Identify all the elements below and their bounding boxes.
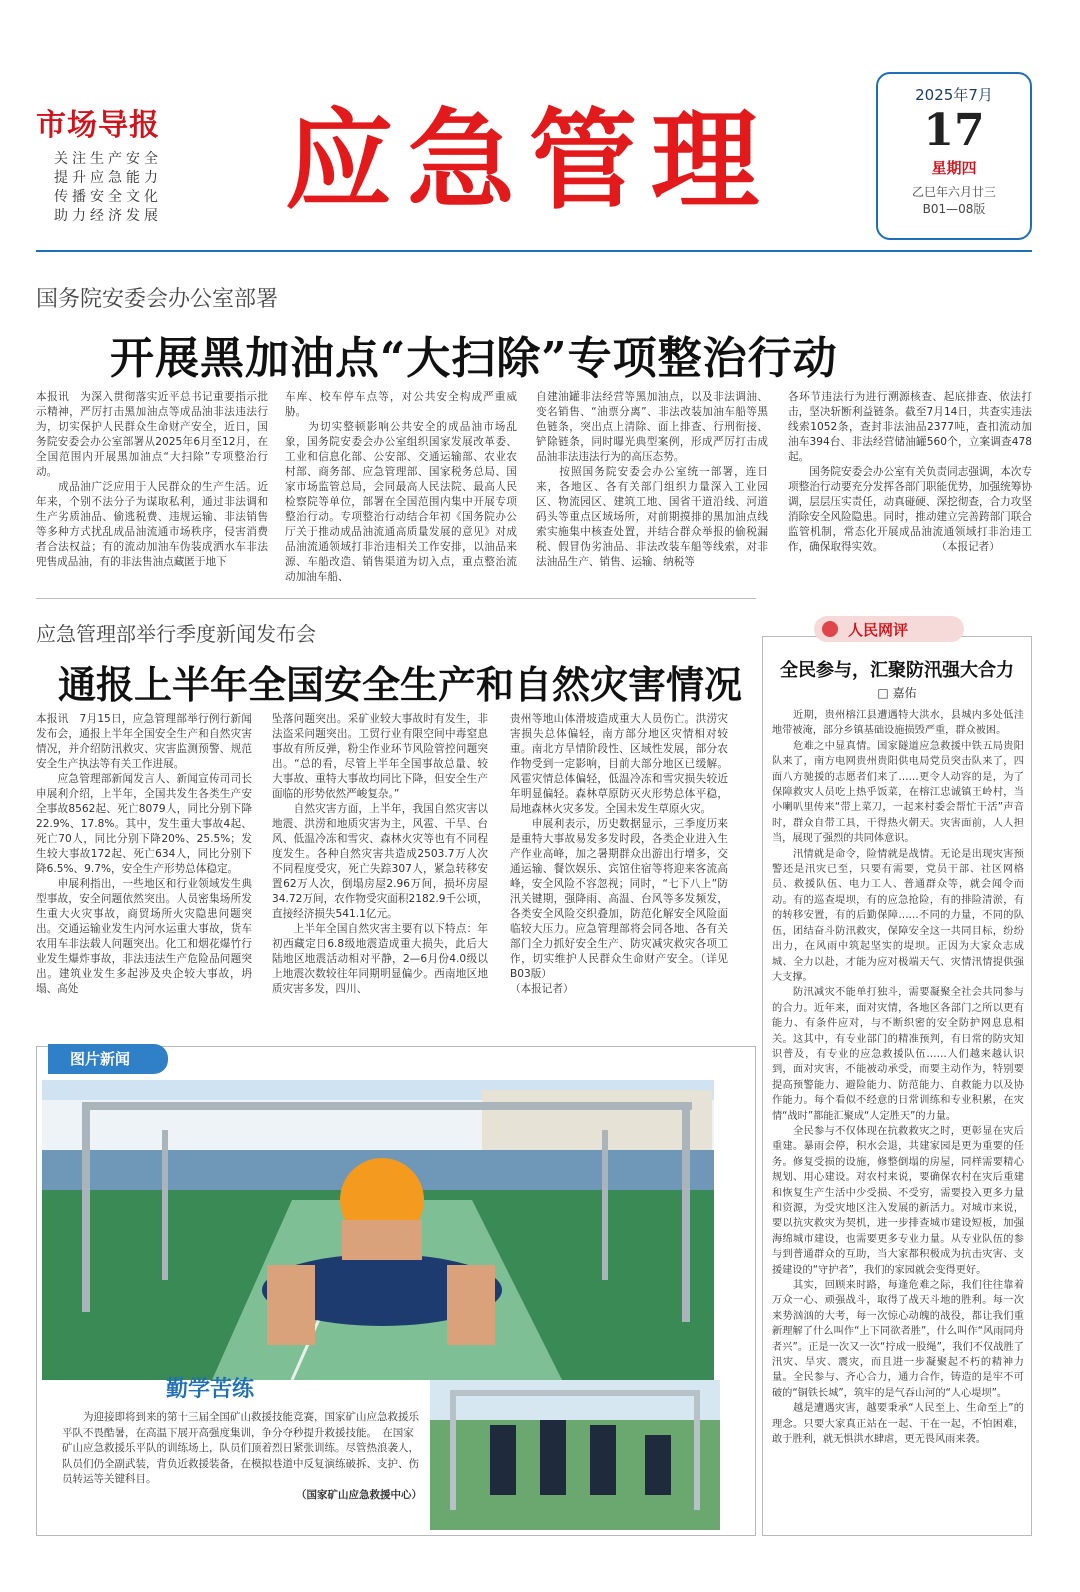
commentary-tag <box>814 616 964 642</box>
training-inset-illustration <box>430 1380 720 1530</box>
article1-column: 本报讯 为深入贯彻落实近平总书记重要指示批示精神，严厉打击黑加油点等成品油非法违法行为，切实保护人民群众生命财产安全，近日，国务院安委会办公室部署从2025年6月至12月，在全国范围内开展黑加油点“大扫除”专项整治行动。 成品油广泛应用于人民群众的生产生活。近年来，个别不法分子为谋取私利，通过非法调和生产劣质油品、偷逃税费、违规运输、非法销售等多种方式扰乱成品油流通市场秩序，侵害消费者合法权益；有的流动加油车伪装成洒水车非法兜售成品油，有的非法售油点藏匿于地下 <box>36 391 268 568</box>
article-divider <box>36 598 756 599</box>
training-photo <box>42 1080 714 1380</box>
slogan-block <box>54 150 179 226</box>
date-year-month: 2025年7月 <box>915 86 993 104</box>
article2-column: 本报讯 7月15日，应急管理部举行例行新闻发布会，通报上半年全国安全生产和自然灾害情况，并介绍防汛救灾、灾害监测预警、规范安全生产执法等有关工作进展。 应急管理部新闻发言人、新闻宣传司司长申展利介绍，上半年，全国共发生各类生产安全事故8562起、死亡8079人，同比分别下降22.9%、17.8%。其中，发生重大事故4起、死亡70人，同比分别下降20%、25.5%；发生较大事故172起、死亡634人，同比分别下降6.5%、9.7%，安全生产形势总体稳定。 申展利指出，一些地区和行业领域发生典型事故，安全问题依然突出。人员密集场所发生重大火灾事故，商贸场所火灾隐患问题突出。交通运输业发生内河水运重大事故，货车农用车非法载人问题突出。化工和烟花爆竹行业发生爆炸事故，非法违法生产危险品问题突出。建筑业发生多起涉及央企较大事故，坍塌、高处 <box>36 713 252 995</box>
edition-range: B01—08版 <box>922 202 986 216</box>
training-inset-photo <box>430 1380 720 1530</box>
photo-news-title: 勤学苦练 <box>166 1376 255 1402</box>
article1-column: 自建油罐非法经营等黑加油点，以及非法调油、变名销售、“油票分离”、非法改装加油车船等黑色链条，突出点上清除、面上排查、行刑衔接、铲除链条，同时曝光典型案例，形成严厉打击成品油非法违法行为的高压态势。 按照国务院安委会办公室统一部署，连日来，各地区、各有关部门组织力量深入工业园区、物流园区、建筑工地、国省干道沿线、河道码头等重点区域场所，对前期摸排的黑加油点线索实施集中核查处置，并结合群众举报的偷税漏税、假冒伪劣油品、非法改装车船等线索，对非法油品生产、销售、运输、纳税等 <box>536 391 768 568</box>
photo-news-caption <box>62 1410 422 1522</box>
article2-kicker: 应急管理部举行季度新闻发布会 <box>36 622 316 646</box>
training-photo-illustration <box>42 1080 714 1380</box>
newspaper-logo: 市场导报 <box>36 108 160 143</box>
article1-headline: 开展黑加油点“大扫除”专项整治行动 <box>110 333 838 384</box>
caption-credit: （国家矿山应急救援中心） <box>296 1488 422 1501</box>
date-day: 17 <box>923 105 985 156</box>
date-weekday: 星期四 <box>931 159 977 177</box>
caption-text: 为迎接即将到来的第十三届全国矿山救援技能竞赛，国家矿山应急救援乐平队不畏酷暑，在高温下展开高强度集训，争分夺秒提升救援技能。 在国家矿山应急救援乐平队的训练场上，队员们顶着烈日紧张训练。尽管热浪袭人，队员们仍全副武装，背负近救援装备，在模拟巷道中反复演练破拆、支护、伤员转运等关键科目。 <box>62 1411 419 1485</box>
tag-label: 人民网评 <box>848 621 909 639</box>
section-title: 应急管理 <box>285 99 774 224</box>
commentary-author: □ 嘉佑 <box>877 686 917 700</box>
date-lunar: 乙巳年六月廿三 <box>911 185 996 199</box>
commentary-headline: 全民参与，汇聚防汛强大合力 <box>780 660 1014 681</box>
slogan-line: 助力经济发展 <box>54 208 162 224</box>
heart-icon <box>822 621 838 637</box>
article2-column: 贵州等地山体滑坡造成重大人员伤亡。洪涝灾害损失总体偏轻，南方部分地区灾情相对较重。南北方旱情阶段性、区域性发展，部分农作物受到一定影响，目前大部分地区已缓解。风雹灾情总体偏轻，低温冷冻和雪灾损失较近年明显偏轻。森林草原防灭火形势总体平稳，局地森林火灾多发。全国未发生草原火灾。 申展利表示，历史数据显示，三季度历来是重特大事故易发多发时段，各类企业进入生产作业高峰，加之暑期群众出游出行增多，交通运输、餐饮娱乐、宾馆住宿等将迎来客流高峰，安全风险不容忽视；同时，“七下八上”防汛关键期，强降雨、高温、台风等多发频发，各类安全风险交织叠加，防范化解安全风险面临较大压力。应急管理部将会同各地、各有关部门全力抓好安全生产、防灾减灾救灾各项工作，切实维护人民群众生命财产安全。（详见B03版） （本报记者） <box>510 713 728 995</box>
article2-column: 坠落问题突出。采矿业较大事故时有发生，非法盗采问题突出。工贸行业有限空间中毒窒息事故有所反弹，粉尘作业环节风险管控问题突出。“总的看，尽管上半年全国事故总量、较大事故、重特大事故均同比下降，但安全生产面临的形势依然严峻复杂。” 自然灾害方面，上半年，我国自然灾害以地震、洪涝和地质灾害为主，风雹、干旱、台风、低温冷冻和雪灾、森林火灾等也有不同程度发生。各种自然灾害共造成2503.7万人次不同程度受灾，死亡失踪307人，紧急转移安置62万人次，倒塌房屋2.96万间，损坏房屋34.72万间，农作物受灾面积2182.9千公顷，直接经济损失541.1亿元。 上半年全国自然灾害主要有以下特点：年初西藏定日6.8级地震造成重大损失，此后大陆地区地震活动相对平静，2—6月份4.0级以上地震次数较往年同期明显偏少。西南地区地质灾害多发，四川、 <box>272 713 488 995</box>
article1-column: 各环节违法行为进行溯源核查、起底排查、依法打击，坚决斩断利益链条。截至7月14日，共查实违法线索1052条，查封非法油品2377吨，查扣流动加油车394台、非法经营储油罐560个，立案调查478起。 国务院安委会办公室有关负责同志强调，本次专项整治行动要充分发挥各部门职能优势，加强统筹协调，层层压实责任，动真碰硬、深挖彻查，合力攻坚消除安全风险隐患。同时，推动建立完善跨部门联合监管机制，常态化开展成品油流通领域打非治违工作，确保取得实效。 （本报记者） <box>788 391 1032 553</box>
article2-headline: 通报上半年全国安全生产和自然灾害情况 <box>58 662 743 707</box>
slogan-line: 关注生产安全 <box>54 151 162 167</box>
slogan-line: 传播安全文化 <box>54 189 162 205</box>
article1-kicker: 国务院安委会办公室部署 <box>36 287 279 312</box>
photo-news-label: 图片新闻 <box>48 1044 168 1074</box>
slogan-line: 提升应急能力 <box>54 170 162 186</box>
masthead-rule <box>36 250 1032 252</box>
article1-column: 车库、校车停车点等，对公共安全构成严重威胁。 为切实整顿影响公共安全的成品油市场乱象，国务院安委会办公室组织国家发展改革委、工业和信息化部、公安部、交通运输部、农业农村部、商务部、应急管理部、国家税务总局、国家市场监管总局，会同最高人民法院、最高人民检察院等单位，部署在全国范围内集中开展专项整治行动。专项整治行动结合年初《国务院办公厅关于推动成品油流通高质量发展的意见》对成品油流通领域打非治违相关工作安排，以油品来源、车船改造、销售渠道为切入点，重点整治流动加油车船、 <box>285 391 517 583</box>
date-box <box>876 72 1032 240</box>
commentary-body: 近期，贵州榕江县遭遇特大洪水，县城内多处低洼地带被淹，部分乡镇基础设施损毁严重，群众被困。 危难之中显真情。国家隧道应急救援中铁五局贵阳队来了，南方电网贵州贵阳供电局党员突击队来了，四面八方驰援的志愿者们来了……更令人动容的是，为了保障救灾人员吃上热乎饭菜，在榕江忠诚镇王岭村，当小喇叭里传来“带上菜刀，一起来村委会帮忙干活”声音时，群众自带工具，干得热火朝天。灾害面前，人人担当，展现了强烈的共同体意识。 汛情就是命令，险情就是战情。无论是出现灾害预警还是汛灾已至，只要有需要，党员干部、社区网格员、救援队伍、电力工人、普通群众等，就会闻令而动。有的巡查堤坝，有的应急抢险，有的排险清淤，有的转移安置，有的后勤保障……不同的力量，不同的队伍，团结奋斗防汛救灾，保障安全这一共同目标，纷纷出力，在风雨中筑起坚实的堤坝。正因为大家众志成城、全力以赴，才能为应对极端天气、灾情汛情提供强大支撑。 防汛减灾不能单打独斗，需要凝聚全社会共同参与的合力。近年来，面对灾情，各地区各部门之所以更有能力、有条件应对，与不断织密的安全防护网息息相关。这其中，有专业部门的精准预判，有日常的防灾知识普及，有专业的应急救援队伍……人们越来越认识到，面对灾害，不能被动承受，而要主动作为，特别要提高预警能力、避险能力、防范能力、自救能力以及协作能力。每个看似不经意的日常训练和专业积累，在灾情“战时”都能汇聚成“人定胜天”的力量。 全民参与不仅体现在抗救救灾之时，更彰显在灾后重建。暴雨会停，积水会退，共建家园是更为重要的任务。修复受损的设施，修整倒塌的房屋，同样需要精心规划、用心建设。对农村来说，要确保农村在灾后重建和恢复生产生活中少受损、不受穷，需要投入更多力量和资源，为受灾地区注入发展的新活力。对城市来说，要以抗灾救灾为契机，进一步排查城市建设短板，加强海绵城市建设，也需要更多专业力量。从专业队伍的参与到普通群众的互助，当大家都积极成为抗击灾害、支援建设的“守护者”，我们的家园就会变得更好。 其实，回顾来时路，每逢危难之际，我们往往靠着万众一心、顽强战斗，取得了战天斗地的胜利。每一次来势汹汹的大考，每一次惊心动魄的战役，都让我们重新理解了什么叫作“上下同欲者胜”，什么叫作“风雨同舟者兴”。正是一次又一次“拧成一股绳”，我们不仅战胜了汛灾、旱灾、震灾，而且进一步凝聚起不朽的精神力量。全民参与、齐心合力，通力合作，铸造的是牢不可破的“铜铁长城”，筑牢的是气吞山河的“人心堤坝”。 越是遭遇灾害，越要秉承“人民至上、生命至上”的理念。只要大家真正站在一起、干在一起，不怕困难，敢于胜利，就无惧洪水肆虐，更无畏风雨来袭。 <box>772 710 1024 1446</box>
